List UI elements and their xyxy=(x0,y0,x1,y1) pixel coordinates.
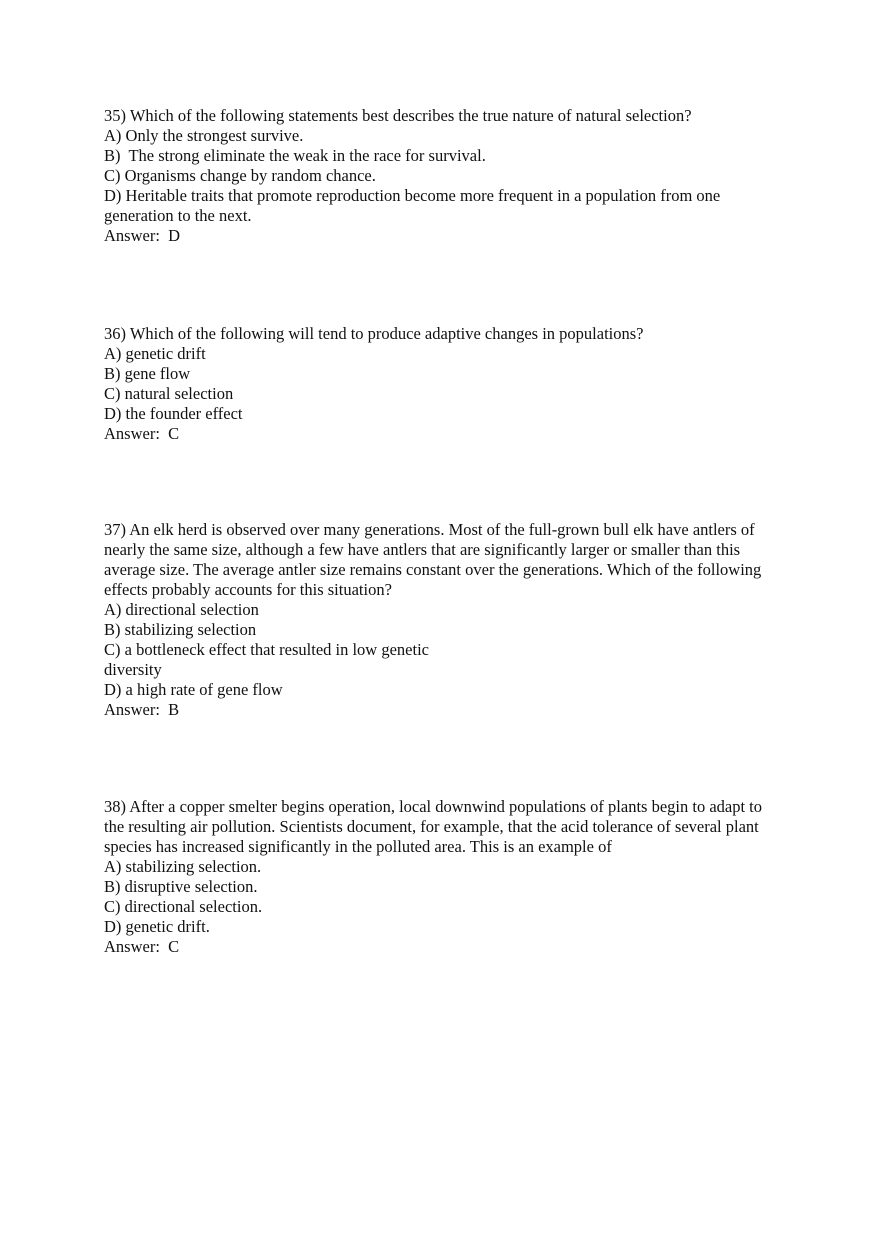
question-38 xyxy=(104,797,784,957)
option-c: C) natural selection xyxy=(104,384,234,403)
option-c: C) Organisms change by random chance. xyxy=(104,166,376,185)
question-stem: 36) Which of the following will tend to produce adaptive changes in populations? xyxy=(104,324,644,343)
option-b: B) gene flow xyxy=(104,364,191,383)
question-stem: 35) Which of the following statements best describes the true nature of natural selection? xyxy=(104,106,692,125)
question-stem: 38) After a copper smelter begins operation, local downwind populations of plants begin to adapt to the resulting air pollution. Scientists document, for example, that the acid tolerance of several plant species has increased significantly in the polluted area. This is an example of xyxy=(104,797,763,856)
option-c: C) a bottleneck effect that resulted in low genetic xyxy=(104,640,429,659)
answer: Answer: C xyxy=(104,424,180,443)
option-c: C) directional selection. xyxy=(104,897,263,916)
question-37 xyxy=(104,520,784,720)
question-35 xyxy=(104,106,784,246)
option-d: D) Heritable traits that promote reproduction become more frequent in a population from one generation to the next. xyxy=(104,186,725,225)
option-d: D) a high rate of gene flow xyxy=(104,680,283,699)
option-b: B) The strong eliminate the weak in the race for survival. xyxy=(104,146,486,165)
answer: Answer: D xyxy=(104,226,181,245)
option-c-continued: diversity xyxy=(104,660,162,679)
option-a: A) directional selection xyxy=(104,600,259,619)
option-a: A) Only the strongest survive. xyxy=(104,126,304,145)
option-a: A) genetic drift xyxy=(104,344,206,363)
question-stem: 37) An elk herd is observed over many generations. Most of the full-grown bull elk have antlers of nearly the same size, although a few have antlers that are significantly larger or smaller than this average size. The average antler size remains constant over the generations. Which of the following effects probably accounts for this situation? xyxy=(104,520,762,599)
option-b: B) disruptive selection. xyxy=(104,877,258,896)
option-d: D) the founder effect xyxy=(104,404,243,423)
question-36 xyxy=(104,324,784,444)
option-d: D) genetic drift. xyxy=(104,917,210,936)
answer: Answer: B xyxy=(104,700,180,719)
option-a: A) stabilizing selection. xyxy=(104,857,262,876)
answer: Answer: C xyxy=(104,937,180,956)
option-b: B) stabilizing selection xyxy=(104,620,257,639)
